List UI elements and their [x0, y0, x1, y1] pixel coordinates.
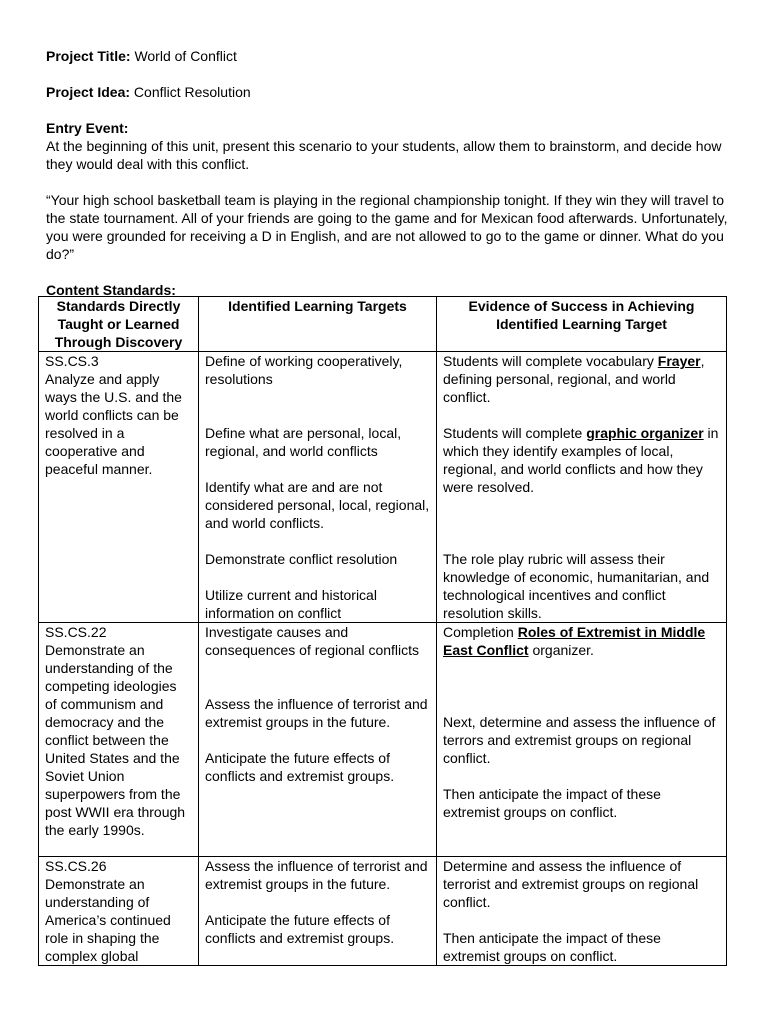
header-standards: Standards Directly Taught or Learned Through Discovery: [39, 297, 199, 352]
project-idea-value: Conflict Resolution: [133, 84, 251, 100]
content-standards-label: Content Standards:: [46, 282, 176, 298]
content-standards-table: [38, 296, 727, 966]
standard-description: Demonstrate an understanding of America’s continued role in shaping the complex global: [45, 876, 171, 964]
entry-event-scenario: “Your high school basketball team is playing in the regional championship tonight. If they win they will travel to the state tournament. All of your friends are going to the game and for Mexican food afterwards. Unfortunately, you were grounded for receiving a D in English, and are not allowed to go to the game or dinner. What do you do?”: [46, 192, 728, 262]
table-row: [39, 857, 727, 966]
project-title-value: World of Conflict: [134, 48, 237, 64]
standard-code: SS.CS.26: [45, 858, 107, 874]
learning-target: Utilize current and historical information on conflict: [205, 587, 377, 621]
learning-target: Demonstrate conflict resolution: [205, 551, 398, 567]
standard-cell: [39, 857, 199, 966]
project-idea: [46, 83, 736, 101]
learning-target: Identify what are and are not considered personal, local, regional, and world conflicts.: [205, 479, 430, 531]
standard-description: Demonstrate an understanding of the competing ideologies of communism and democracy and the conflict between the United States and the Soviet Union superpowers from the post WWII era through the early 1990s.: [45, 642, 186, 838]
table-row: [39, 352, 727, 623]
evidence-item: Completion Roles of Extremist in Middle East Conflict organizer.: [443, 624, 706, 658]
project-title-label: Project Title:: [46, 48, 131, 64]
evidence-item: Then anticipate the impact of these extremist groups on conflict.: [443, 930, 661, 964]
targets-cell: [199, 352, 437, 623]
roles-of-extremist-link[interactable]: Roles of Extremist in Middle East Conflict: [443, 624, 706, 658]
standard-code: SS.CS.22: [45, 624, 107, 640]
learning-target: Anticipate the future effects of conflicts and extremist groups.: [205, 750, 395, 784]
table-row: [39, 623, 727, 857]
evidence-item: Students will complete graphic organizer in which they identify examples of local, regional, and world conflicts and how they were resolved.: [443, 425, 719, 495]
standard-description: Analyze and apply ways the U.S. and the world conflicts can be resolved in a cooperative and peaceful manner.: [45, 371, 182, 477]
standard-cell: [39, 352, 199, 623]
learning-target: Define of working cooperatively, resolutions: [205, 353, 403, 387]
targets-cell: [199, 623, 437, 857]
learning-target: Investigate causes and consequences of regional conflicts: [205, 624, 420, 658]
evidence-cell: [437, 623, 727, 857]
evidence-cell: [437, 352, 727, 623]
evidence-item: Determine and assess the influence of terrorist and extremist groups on regional conflict.: [443, 858, 699, 910]
learning-target: Assess the influence of terrorist and extremist groups in the future.: [205, 696, 428, 730]
targets-cell: [199, 857, 437, 966]
header-evidence: Evidence of Success in Achieving Identified Learning Target: [437, 297, 727, 352]
standard-code: SS.CS.3: [45, 353, 99, 369]
standard-cell: [39, 623, 199, 857]
header-learning-targets: Identified Learning Targets: [199, 297, 437, 352]
evidence-item: Students will complete vocabulary Frayer, defining personal, regional, and world conflict.: [443, 353, 705, 405]
frayer-link[interactable]: Frayer: [657, 353, 701, 369]
document-page: [46, 47, 736, 299]
learning-target: Assess the influence of terrorist and extremist groups in the future.: [205, 858, 428, 892]
learning-target: Anticipate the future effects of conflicts and extremist groups.: [205, 912, 395, 946]
evidence-item: Next, determine and assess the influence of terrors and extremist groups on regional conflict.: [443, 714, 716, 766]
evidence-cell: [437, 857, 727, 966]
graphic-organizer-link[interactable]: graphic organizer: [586, 425, 704, 441]
project-title: [46, 47, 736, 65]
evidence-item: Then anticipate the impact of these extremist groups on conflict.: [443, 786, 661, 820]
evidence-item: The role play rubric will assess their knowledge of economic, humanitarian, and technological incentives and conflict resolution skills.: [443, 551, 710, 621]
entry-event-text: At the beginning of this unit, present this scenario to your students, allow them to brainstorm, and decide how they would deal with this conflict.: [46, 138, 722, 172]
learning-target: Define what are personal, local, regional, and world conflicts: [205, 425, 402, 459]
project-idea-label: Project Idea:: [46, 84, 131, 100]
table-header-row: [39, 297, 727, 352]
entry-event-label: Entry Event:: [46, 120, 129, 136]
